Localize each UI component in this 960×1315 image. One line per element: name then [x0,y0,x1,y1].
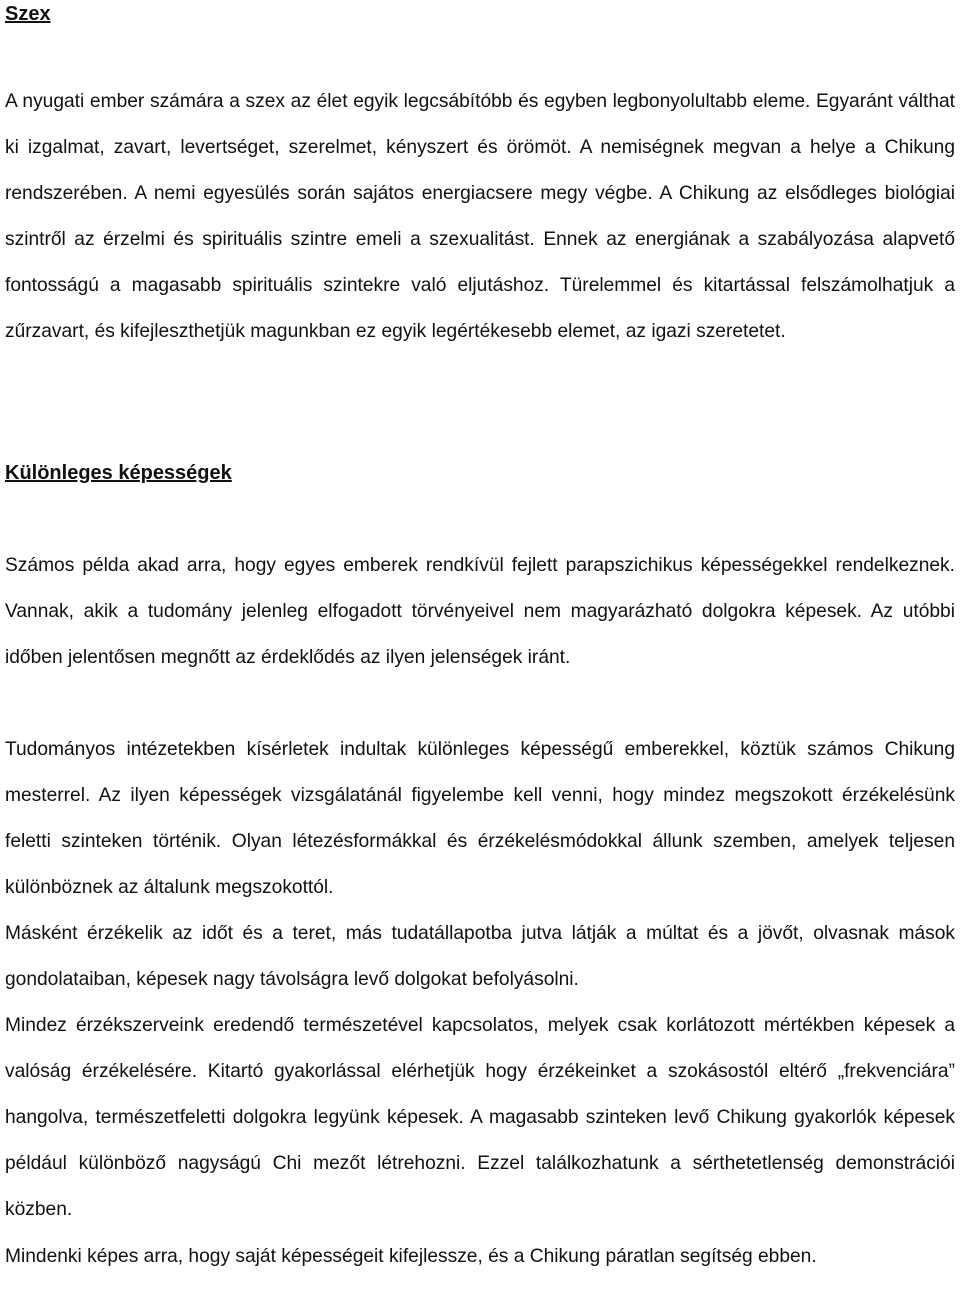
paragraph-kepessegek-3: Másként érzékelik az időt és a teret, más tudatállapotba jutva látják a múltat és a jövőt, olvasnak mások gondolataiban, képesek nagy távolságra levő dolgokat befolyásolni. [5,923,955,991]
paragraph-szex: A nyugati ember számára a szex az élet egyik legcsábítóbb és egyben legbonyolultabb eleme. Egyaránt válthat ki izgalmat, zavart, levertséget, szerelmet, kényszert és örömöt. A nemiségnek megvan a helye a Chikung rendszerében. A nemi egyesülés során sajátos energiacsere megy végbe. A Chikung az elsődleges biológiai szintről az érzelmi és spirituális szintre emeli a szexualitást. Ennek az energiának a szabályozása alapvető fontosságú a magasabb spirituális szintekre való eljutáshoz. Türelemmel és kitartással felszámolhatjuk a zűrzavart, és kifejleszthetjük magunkban ez egyik legértékesebb elemet, az igazi szeretetet. [5,91,955,343]
paragraph-kepessegek-1: Számos példa akad arra, hogy egyes emberek rendkívül fejlett parapszichikus képességekkel rendelkeznek. Vannak, akik a tudomány jelenleg elfogadott törvényeivel nem magyarázható dolgokra képesek. Az utóbbi időben jelentősen megnőtt az érdeklődés az ilyen jelenségek iránt. [5,555,955,669]
paragraph-kepessegek-2: Tudományos intézetekben kísérletek indultak különleges képességű emberekkel, köztük számos Chikung mesterrel. Az ilyen képességek vizsgálatánál figyelembe kell venni, hogy mindez megszokott érzékelésünk feletti szinteken történik. Olyan létezésformákkal és érzékelésmódokkal állunk szemben, amelyek teljesen különböznek az általunk megszokottól. [5,739,955,899]
section-title-kulonleges-kepessegek: Különleges képességek [5,462,232,484]
paragraph-kepessegek-4: Mindez érzékszerveink eredendő természetével kapcsolatos, melyek csak korlátozott mértékben képesek a valóság érzékelésére. Kitartó gyakorlással elérhetjük hogy érzékeinket a szokásostól eltérő „frekvenciára” hangolva, természetfeletti dolgokra legyünk képesek. A magasabb szinteken levő Chikung gyakorlók képesek például különböző nagyságú Chi mezőt létrehozni. Ezzel találkozhatunk a sérthetetlenség demonstrációi közben. [5,1015,955,1221]
section-title-szex: Szex [5,3,51,25]
paragraph-kepessegek-5: Mindenki képes arra, hogy saját képességeit kifejlessze, és a Chikung páratlan segítség ebben. [5,1246,817,1267]
